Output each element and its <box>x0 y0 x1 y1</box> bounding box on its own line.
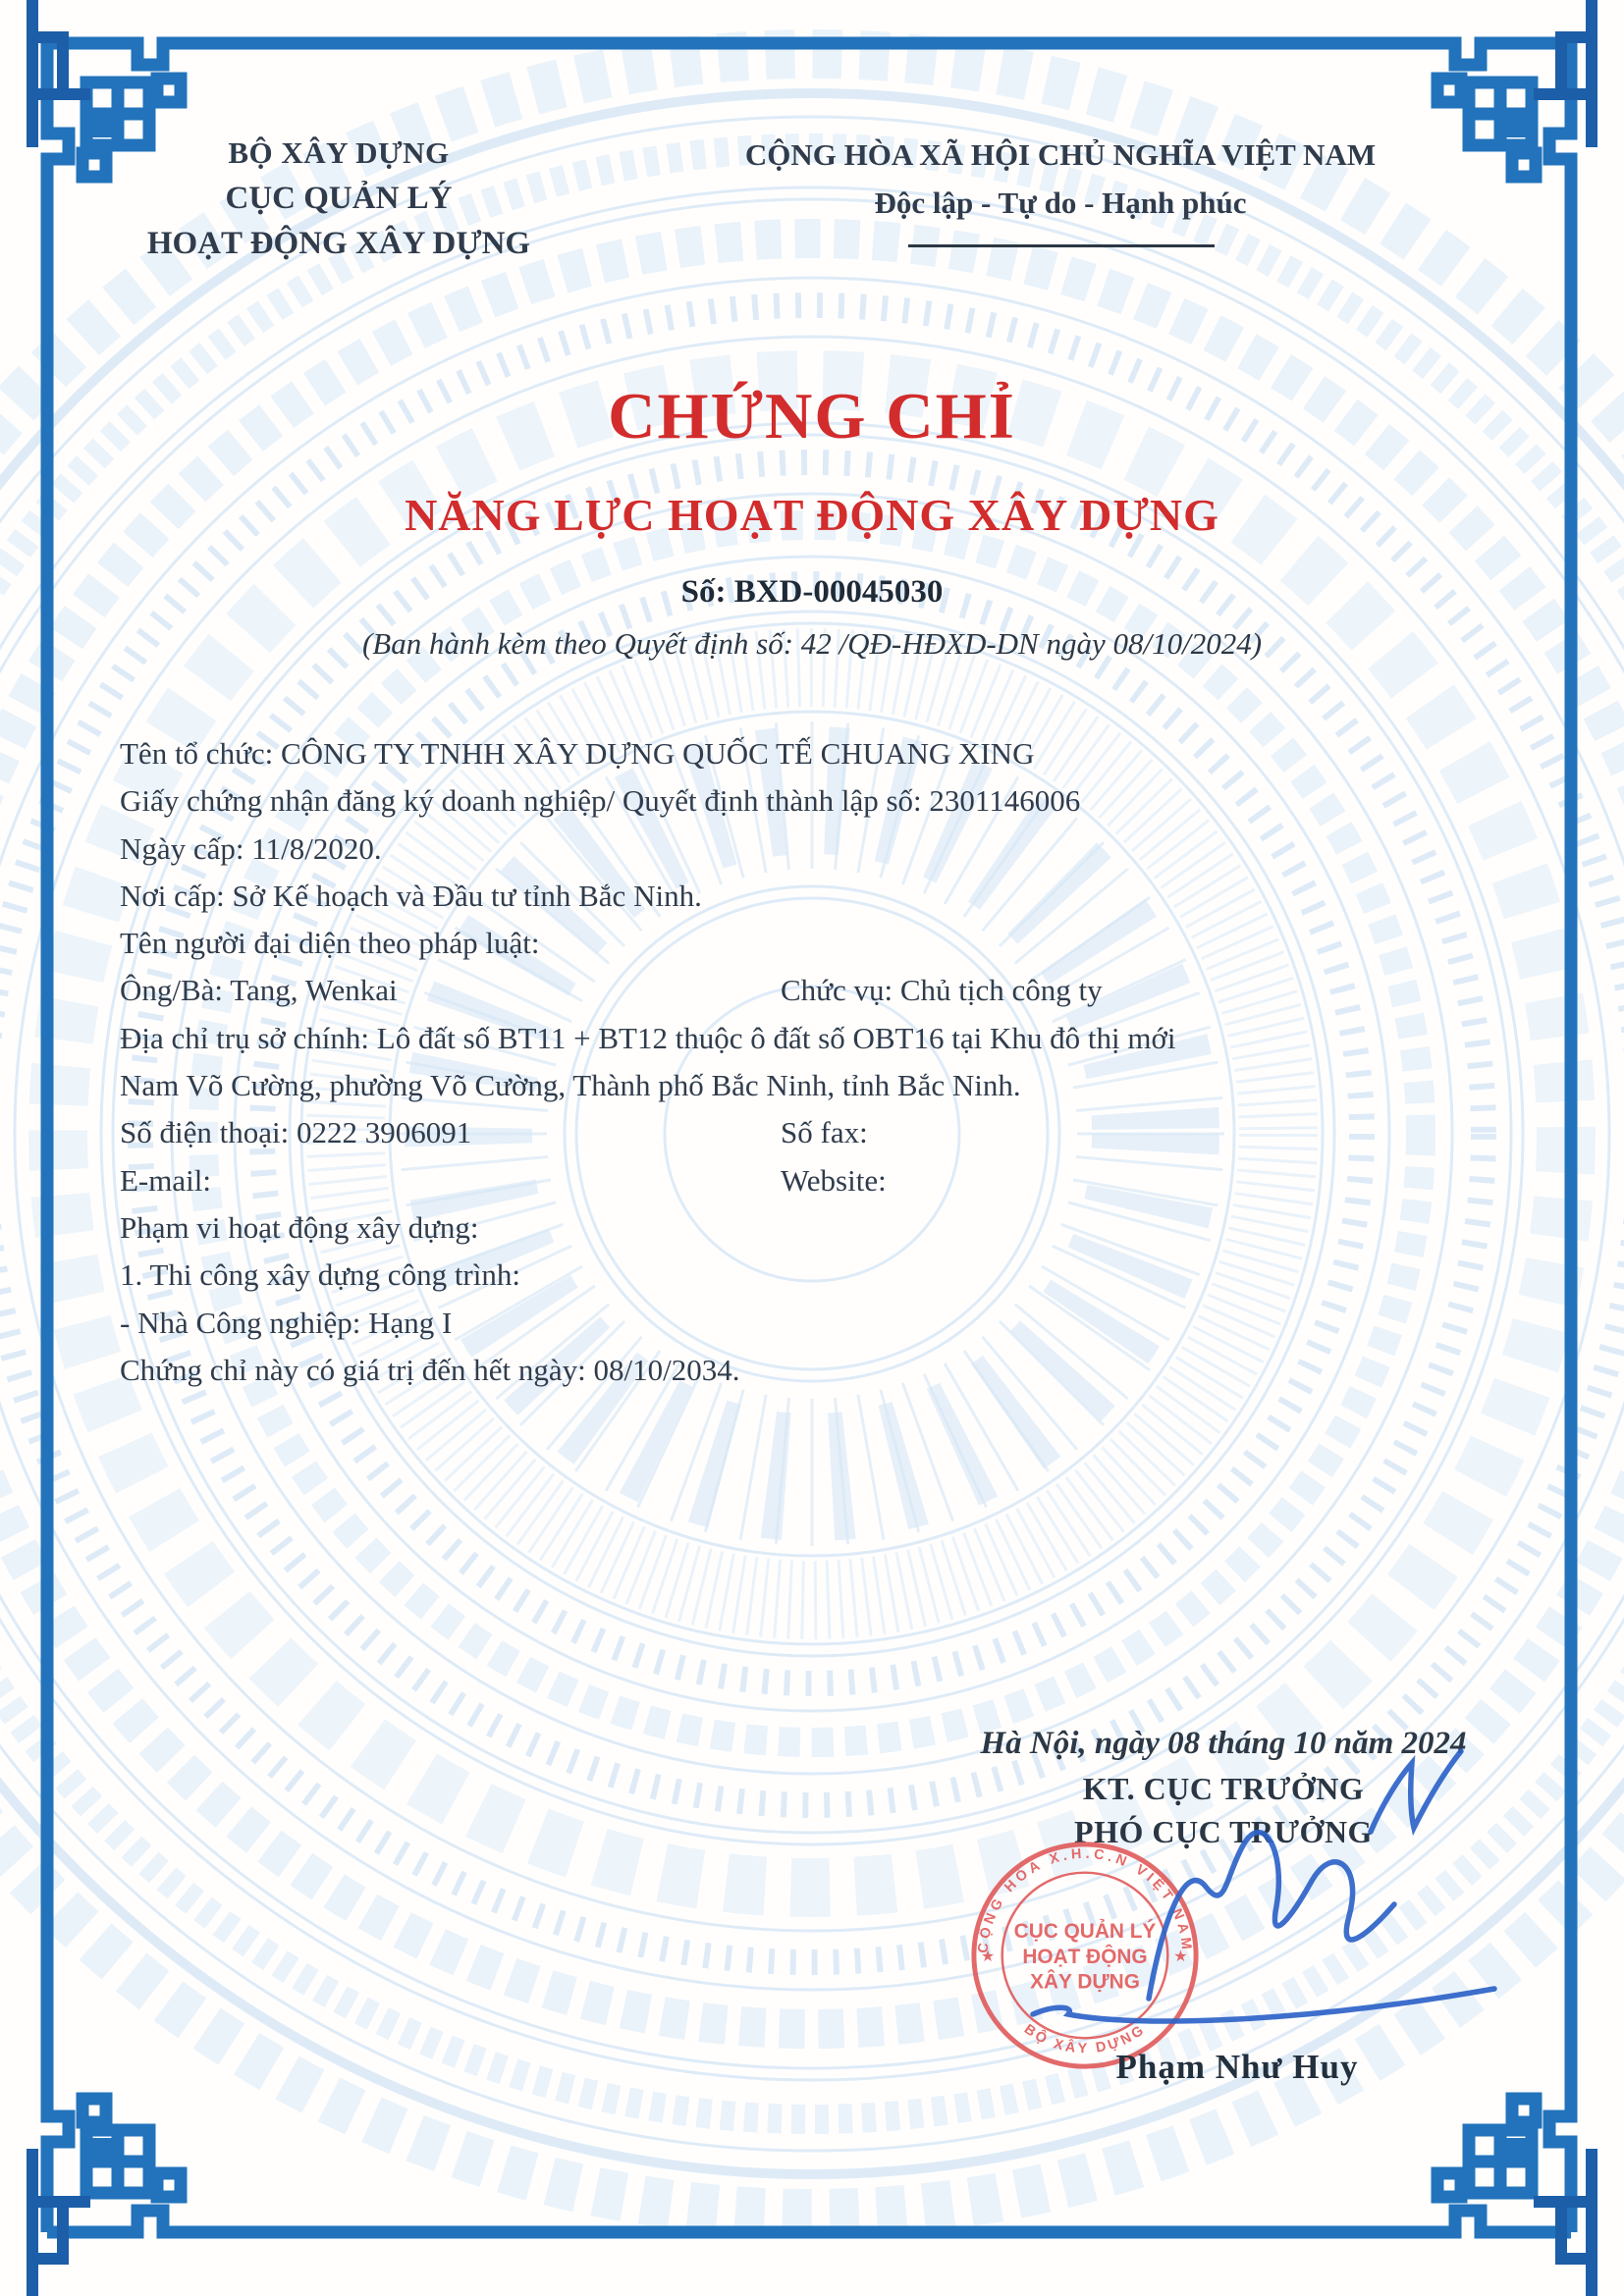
stamp-center-line1: CỤC QUẢN LÝ <box>1013 1920 1157 1944</box>
rep-row <box>120 967 1524 1014</box>
email-row <box>120 1157 1524 1204</box>
fax-label: Số fax: <box>781 1115 868 1150</box>
website-label: Website: <box>781 1162 887 1198</box>
official-stamp <box>963 1834 1207 2077</box>
signature-block <box>933 1726 1514 1850</box>
place-date-line: Hà Nội, ngày 08 tháng 10 năm 2024 <box>980 1726 1467 1761</box>
stamp-ring-text-top: CỘNG HÒA X.H.C.N VIỆT NAM <box>975 1845 1195 1954</box>
stamp-center-line3: XÂY DỰNG <box>1030 1970 1140 1994</box>
agency-parent: BỘ XÂY DỰNG <box>228 135 450 170</box>
signer-title-1: KT. CỤC TRƯỞNG <box>1082 1771 1365 1806</box>
stamp-center-line2: HOẠT ĐỘNG <box>1022 1945 1148 1968</box>
address-line1: Địa chỉ trụ sở chính: Lô đất số BT11 + BT12 thuộc ô đất số OBT16 tại Khu đô thị mới <box>120 1020 1176 1055</box>
rep-title: Chức vụ: Chủ tịch công ty <box>781 973 1103 1008</box>
email-label: E-mail: <box>120 1162 211 1198</box>
agency-name-line2: HOẠT ĐỘNG XÂY DỰNG <box>146 226 531 261</box>
issuance-note: (Ban hành kèm theo Quyết định số: 42 /QĐ-HĐXD-DN ngày 08/10/2024) <box>361 626 1263 661</box>
scope-item2-line: - Nhà Công nghiệp: Hạng I <box>120 1305 453 1340</box>
scope-item1-line: 1. Thi công xây dựng công trình: <box>120 1257 520 1293</box>
edge-fret-bottom-right <box>1534 2149 1592 2296</box>
org-name-line: Tên tổ chức: CÔNG TY TNHH XÂY DỰNG QUỐC TẾ CHUANG XING <box>120 736 1035 771</box>
rep-name: Ông/Bà: Tang, Wenkai <box>120 973 398 1008</box>
scope-label-line: Phạm vi hoạt động xây dựng: <box>120 1209 479 1245</box>
signer-name: Phạm Như Huy <box>1115 2048 1359 2086</box>
national-title: CỘNG HÒA XÃ HỘI CHỦ NGHĨA VIỆT NAM <box>744 137 1377 172</box>
issuing-agency-block <box>128 135 550 262</box>
validity-line: Chứng chỉ này có giá trị đến hết ngày: 08/10/2034. <box>120 1352 740 1387</box>
stamp-star-right-icon: ★ <box>1173 1948 1188 1965</box>
agency-name-line1: CỤC QUẢN LÝ <box>225 181 453 216</box>
registration-line: Giấy chứng nhận đăng ký doanh nghiệp/ Quyết định thành lập số: 2301146006 <box>120 783 1081 819</box>
address-line2: Nam Võ Cường, phường Võ Cường, Thành phố Bắc Ninh, tỉnh Bắc Ninh. <box>120 1068 1021 1103</box>
legal-rep-label-line: Tên người đại diện theo pháp luật: <box>120 926 540 961</box>
national-header-block <box>648 137 1473 221</box>
phone: Số điện thoại: 0222 3906091 <box>120 1115 472 1150</box>
certificate-subtitle: NĂNG LỰC HOẠT ĐỘNG XÂY DỰNG <box>405 490 1219 540</box>
stamp-ring-text-bottom: BỘ XÂY DỰNG <box>1020 2021 1150 2057</box>
issue-place-line: Nơi cấp: Sở Kế hoạch và Đầu tư tỉnh Bắc Ninh. <box>120 878 702 913</box>
certificate-body <box>120 730 1524 1394</box>
motto-underline <box>908 244 1215 247</box>
national-motto: Độc lập - Tự do - Hạnh phúc <box>874 186 1247 220</box>
stamp-star-left-icon: ★ <box>980 1948 996 1965</box>
corner-ornament-bottom-left <box>47 2075 204 2232</box>
phone-row <box>120 1109 1524 1156</box>
corner-ornament-bottom-right <box>1414 2075 1571 2232</box>
signer-title-2: PHÓ CỤC TRƯỞNG <box>1074 1814 1373 1849</box>
certificate-number: Số: BXD-00045030 <box>680 574 944 610</box>
certificate-title: CHỨNG CHỈ <box>608 380 1016 453</box>
issue-date-line: Ngày cấp: 11/8/2020. <box>120 830 382 866</box>
edge-fret-top-right <box>1534 0 1592 147</box>
